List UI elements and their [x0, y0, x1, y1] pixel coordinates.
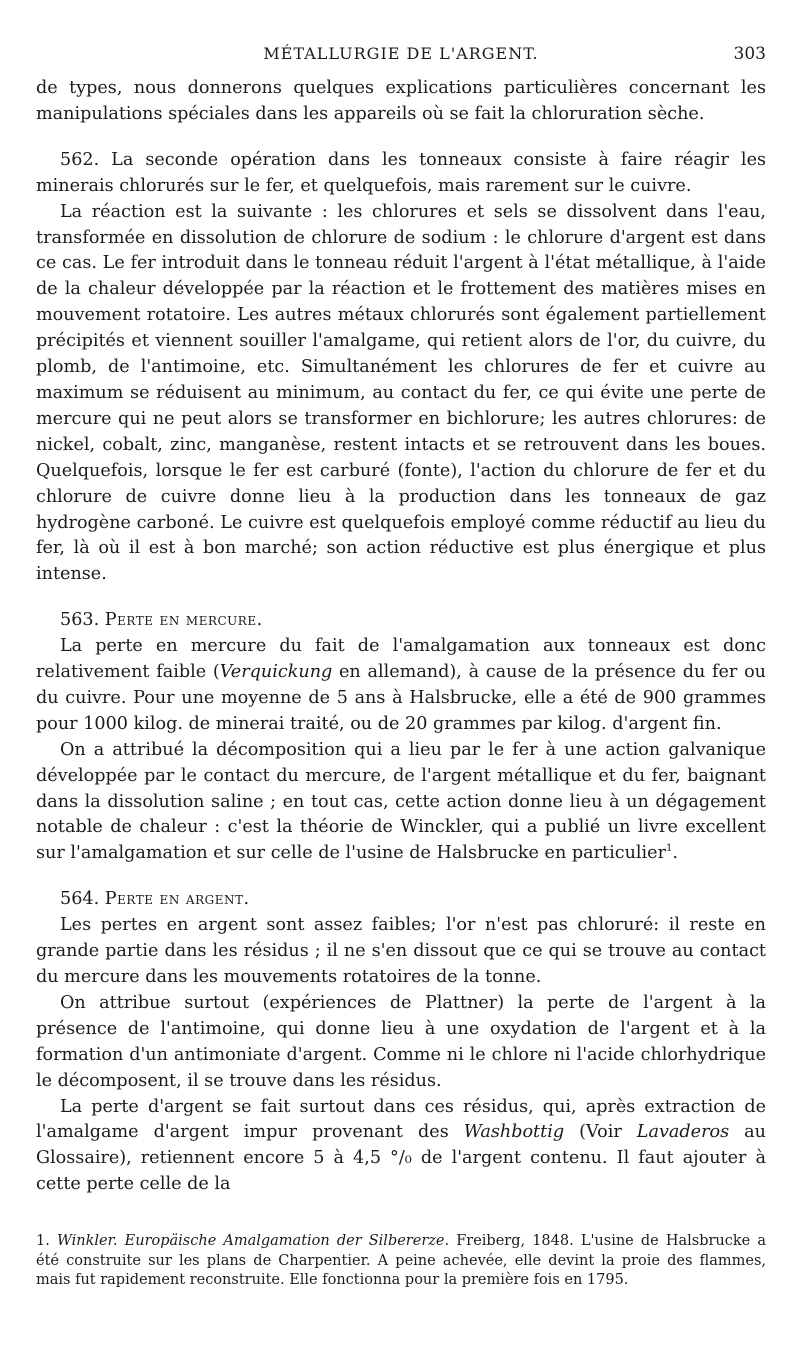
section-563-text-b: en allemand), à cause de la présence du fer ou du cuivre. Pour une moyenne de 5 ans à Halsbrucke, elle a été de 900 grammes pour 1000 kilog. de minerai traité, ou de 20 grammes par kilog. d'argent fin. [36, 662, 766, 734]
section-564-paragraph-2: On attribue surtout (expériences de Plattner) la perte de l'argent à la présence de l'antimoine, qui donne lieu à une oxydation de l'argent et à la formation d'un antimoniate d'argent. Comme ni le chlore ni l'acide chlorhydrique le décomposent, il se trouve dans les résidus. [36, 992, 766, 1091]
section-564-paragraph-1: Les pertes en argent sont assez faibles; l'or n'est pas chloruré: il reste en grande partie dans les résidus ; il ne s'en dissout que ce qui se trouve au contact du mercure dans les mouvements rotatoires de la tonne. [36, 915, 766, 987]
section-564-title: Perte en argent. [104, 889, 250, 910]
footnote-number: 1. [36, 1233, 50, 1249]
section-564-text-c: au Glossaire), retiennent encore 5 à 4,5 °/₀ de l'argent contenu. Il faut ajouter à cette perte celle de la [36, 1122, 766, 1195]
section-563-title: Perte en mercure. [104, 610, 263, 631]
section-563-text-a: La perte en mercure du fait de l'amalgamation aux tonneaux est donc relativement faible ( [36, 636, 766, 683]
footnote-title: Europäische Amalgamation der Silbererze. [124, 1233, 450, 1249]
intro-paragraph: de types, nous donnerons quelques explications particulières concernant les manipulations spéciales dans les appareils où se fait la chloruration sèche. [36, 78, 766, 124]
footnote-text: Freiberg, 1848. L'usine de Halsbrucke a été construite sur les plans de Charpentier. A peine achevée, elle devint la proie des flammes, mais fut rapidement reconstruite. Elle fonctionna pour la première fois en 1795. [36, 1233, 766, 1288]
section-563-number: 563. [60, 610, 100, 631]
running-title: MÉTALLURGIE DE L'ARGENT. [263, 44, 539, 63]
section-562-paragraph-1 [36, 148, 766, 200]
section-564-heading [36, 887, 766, 913]
footnote [36, 1232, 766, 1291]
spacer [36, 588, 766, 608]
footnote-author: Winkler. [56, 1233, 118, 1249]
section-564-text-a: La perte d'argent se fait surtout dans ces résidus, qui, après extraction de l'amalgame d'argent impur provenant des [36, 1096, 766, 1143]
footnote-reference[interactable]: 1 [666, 843, 673, 855]
spacer [36, 128, 766, 148]
spacer [36, 867, 766, 887]
section-562-paragraph-2: La réaction est la suivante : les chlorures et sels se dissolvent dans l'eau, transformée en dissolution de chlorure de sodium : le chlorure d'argent est dans ce cas. Le fer introduit dans le tonneau réduit l'argent à l'état métallique, à l'aide de la chaleur développée par la réaction et le frottement des matières mises en mouvement rotatoire. Les autres métaux chlorurés sont également partiellement précipités et viennent souiller l'amalgame, qui retient alors de l'or, du cuivre, du plomb, de l'antimoine, etc. Simultanément les chlorures de fer et cuivre au maximum se réduisent au minimum, au contact du fer, ce qui évite une perte de mercure qui ne peut alors se transformer en bichlorure; les autres chlorures: de nickel, cobalt, zinc, manganèse, restent intacts et se retrouvent dans les boues. Quelquefois, lorsque le fer est carburé (fonte), l'action du chlorure de fer et du chlorure de cuivre donne lieu à la production dans les tonneaux de gaz hydrogène carboné. Le cuivre est quelquefois employé comme réductif au lieu du fer, là où il est à bon marché; son action réductive est plus énergique et plus intense. [36, 201, 766, 585]
page-body [36, 76, 766, 1198]
section-563-text-2: On a attribué la décomposition qui a lieu par le fer à une action galvanique développée par le contact du mercure, de l'argent métallique et du fer, baignant dans la dissolution saline ; en tout cas, cette action donne lieu à un dégagement notable de chaleur : c'est la théorie de Winckler, qui a publié un livre excellent sur l'amalgamation et sur celle de l'usine de Halsbrucke en particulier [36, 739, 766, 864]
section-563-italic-term: Verquickung [219, 662, 333, 683]
section-564-italic-washbottig: Washbottig [463, 1122, 565, 1143]
section-563-paragraph-1 [36, 634, 766, 738]
section-562-text-1: La seconde opération dans les tonneaux consiste à faire réagir les minerais chlorurés sur le fer, et quelquefois, mais rarement sur le cuivre. [36, 149, 767, 196]
page-number: 303 [733, 44, 766, 64]
section-563-paragraph-2: On a attribué la décomposition qui a lieu par le fer à une action galvanique développée par le contact du mercure, de l'argent métallique et du fer, baignant dans la dissolution saline ; en tout cas, cette action donne lieu à un dégagement notable de chaleur : c'est la théorie de Winckler, qui a publié un livre excellent sur l'amalgamation et sur celle de l'usine de Halsbrucke en particulier$^1$. [36, 739, 766, 864]
section-564-number: 564. [60, 889, 100, 910]
section-562-number: 562. [60, 149, 100, 170]
section-564-text-b: (Voir [564, 1122, 637, 1143]
section-563-heading [36, 608, 766, 634]
section-564-paragraph-3 [36, 1095, 766, 1199]
page-header [36, 42, 766, 66]
section-564-italic-lavaderos: Lavaderos [636, 1122, 730, 1143]
